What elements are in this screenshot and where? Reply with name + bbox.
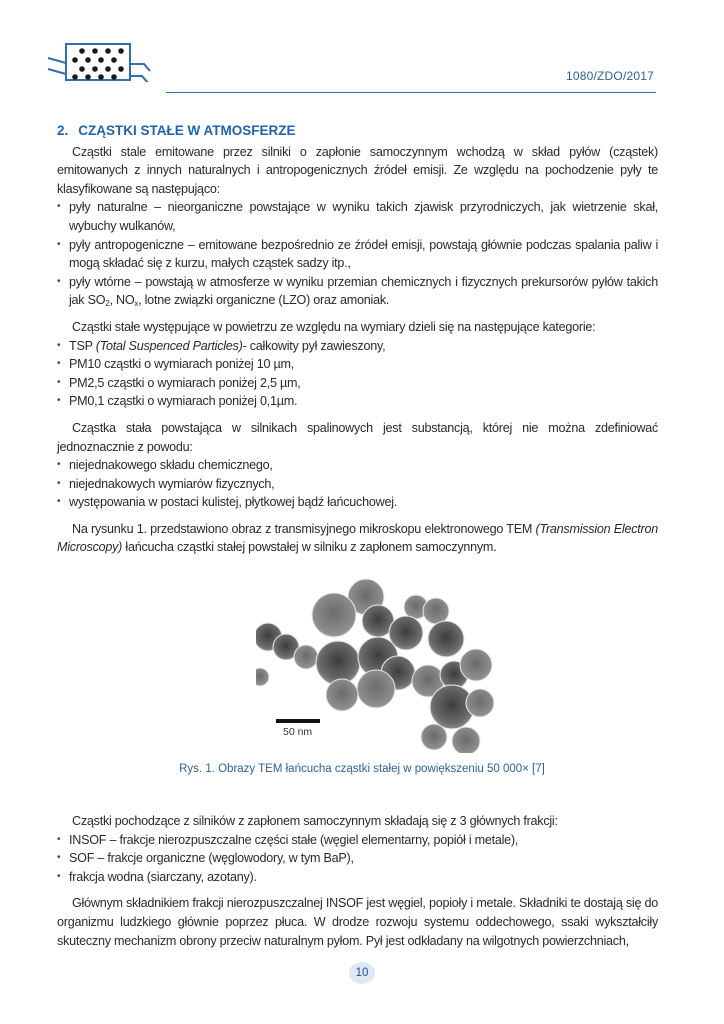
page-content-lower: [57, 812, 658, 950]
paragraph-categories: Cząstki stałe występujące w powietrzu ze względu na wymiary dzieli się na następujące kategorie:: [72, 319, 596, 334]
section-title: CZĄSTKI STAŁE W ATMOSFERZE: [78, 123, 296, 138]
paragraph-intro: Cząstki stale emitowane przez silniki o zapłonie samoczynnym wchodzą w skład pyłów (cząstek) emitowanych z innych naturalnych i antropogenicznych źródeł emisji. Ze względu na pochodzenie pyły te klasyfikowane są następująco:: [57, 144, 658, 196]
list-item: • występowania w postaci kulistej, płytkowej bądź łańcuchowej.: [57, 493, 658, 512]
list-item: • INSOF – frakcje nierozpuszczalne części stałe (węgiel elementarny, popiół i metale),: [57, 831, 658, 850]
list-item: • frakcja wodna (siarczany, azotany).: [57, 868, 658, 887]
list-item: • pyły antropogeniczne – emitowane bezpośrednio ze źródeł emisji, powstają głównie podczas spalania paliw i mogą składać się z kurzu, małych cząstek sadzy itp.,: [57, 236, 658, 273]
paragraph-definition: Cząstka stała powstająca w silnikach spalinowych jest substancją, której nie można zdefiniować jednoznacznie z powodu:: [57, 420, 658, 454]
list-size-categories: [57, 337, 658, 411]
header-rule: [166, 92, 656, 93]
scale-label: 50 nm: [283, 726, 313, 738]
list-dust-origin: [57, 198, 658, 310]
list-fractions: [57, 831, 658, 887]
document-code: 1080/ZDO/2017: [566, 69, 654, 83]
list-item: • PM2,5 cząstki o wymiarach poniżej 2,5 µm,: [57, 374, 658, 393]
section-heading: [57, 122, 658, 141]
section-number: 2.: [57, 123, 69, 138]
list-item: • TSP (Total Suspenced Particles)- całkowity pył zawieszony,: [57, 337, 658, 356]
page-number-badge: 10: [349, 962, 375, 984]
list-item: • niejednakowych wymiarów fizycznych,: [57, 475, 658, 494]
page-content: [57, 122, 658, 557]
paragraph-figure-ref: Na rysunku 1. przedstawiono obraz z transmisyjnego mikroskopu elektronowego TEM (Transmission Electron Microscopy) łańcucha cząstki stałej powstałej w silniku z zapłonem samoczynnym.: [57, 521, 658, 555]
list-item: • SOF – frakcje organiczne (węglowodory, w tym BaP),: [57, 849, 658, 868]
figure-caption: Rys. 1. Obrazy TEM łańcucha cząstki stałej w powiększeniu 50 000× [7]: [179, 763, 545, 775]
paragraph-fractions: Cząstki pochodzące z silników z zapłonem samoczynnym składają się z 3 głównych frakcji:: [72, 814, 558, 828]
paragraph-insof: Głównym składnikiem frakcji nierozpuszczalnej INSOF jest węgiel, popioły i metale. Składniki te dostają się do organizmu ludzkiego głównie poprzez płuca. W drodze rozwoju systemu oddechowego, ssaki wykształciły skuteczny mechanizm obrony przeciw naturalnym pyłom. Pył jest odkładany na wilgotnych powierzchniach,: [57, 896, 658, 948]
list-reasons: [57, 456, 658, 512]
list-item: • niejednakowego składu chemicznego,: [57, 456, 658, 475]
list-item: • PM10 cząstki o wymiarach poniżej 10 µm,: [57, 355, 658, 374]
list-item: • pyły wtórne – powstają w atmosferze w wyniku przemian chemicznych i fizycznych prekursorów pyłów takich jak $SO_2$, $NO_x$, lotne związki organiczne (LZO) oraz amoniak.: [57, 273, 658, 310]
list-item: • PM0,1 cząstki o wymiarach poniżej 0,1µm.: [57, 392, 658, 411]
list-item: • pyły naturalne – nieorganiczne powstające w wyniku takich zjawisk przyrodniczych, jak wietrzenie skał, wybuchy wulkanów,: [57, 198, 658, 235]
scale-bar: [276, 719, 320, 723]
particulate-filter-icon: [44, 42, 156, 82]
